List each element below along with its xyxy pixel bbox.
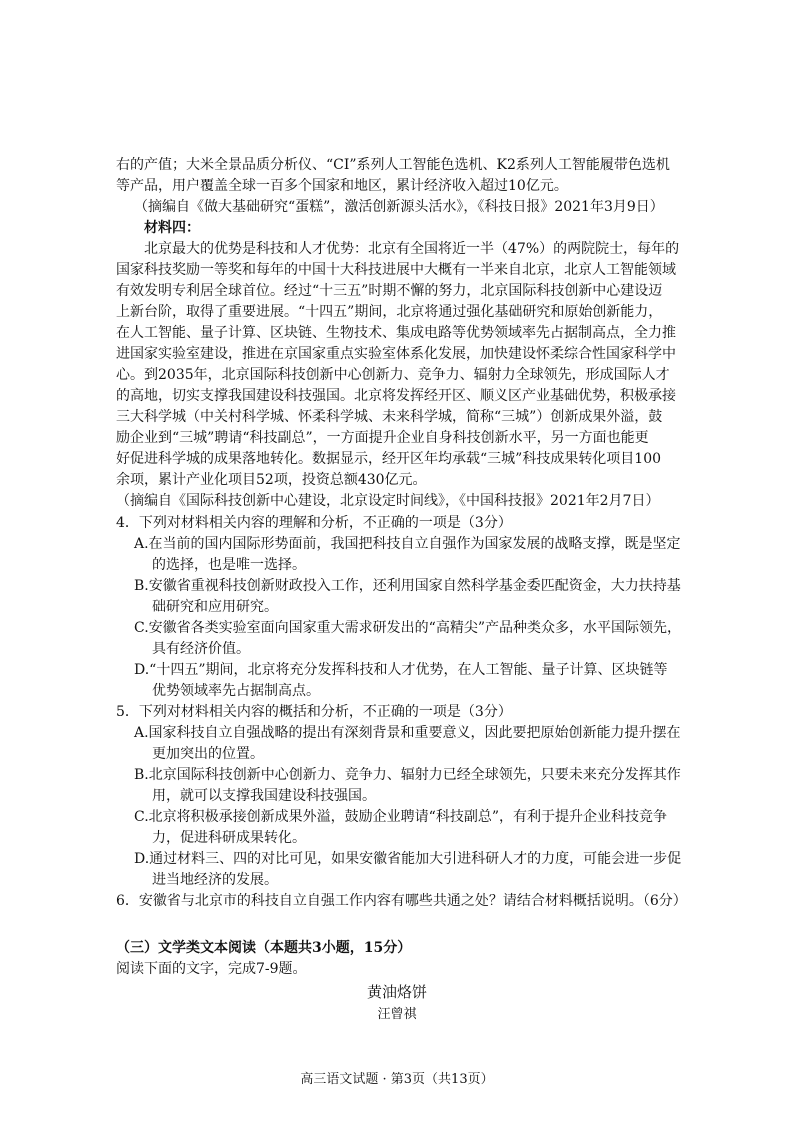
intro-line-2: 等产品，用户覆盖全球一百多个国家和地区，累计经济收入超过10亿元。 xyxy=(116,178,568,194)
q5-option-a: A.国家科技自立自强战略的提出有深刻背景和重要意义，因此要把原始创新能力提升摆在 xyxy=(134,725,681,741)
q4-option-d-cont: 优势领域率先占据制高点。 xyxy=(152,683,320,699)
material4-line: 三大科学城（中关村科学城、怀柔科学城、未来科学城，简称“三城”）创新成果外溢，鼓 xyxy=(116,409,663,425)
material4-line: 励企业到“三城”聘请“科技副总”，一方面提升企业自身科技创新水平，另一方面也能更 xyxy=(116,430,649,446)
q5-option-d: D.通过材料三、四的对比可见，如果安徽省能加大引进科研人才的力度，可能会进一步促 xyxy=(134,851,682,867)
story-title: 黄油烙饼 xyxy=(366,983,427,1001)
material4-line: 心。到2035年，北京国际科技创新中心创新力、竞争力、辐射力全球领先，形成国际人才 xyxy=(116,367,670,383)
q5-option-b-cont: 用，就可以支撑我国建设科技强国。 xyxy=(152,788,376,804)
q4-option-a: A.在当前的国内国际形势面前，我国把科技自立自强作为国家发展的战略支撑，既是坚定 xyxy=(134,536,681,552)
material4-line: 好促进科学城的成果落地转化。数据显示，经开区年均承载“三城”科技成果转化项目100 xyxy=(116,451,662,467)
material4-line: 上新台阶，取得了重要进展。“十四五”期间，北京将通过强化基础研究和原始创新能力， xyxy=(116,304,663,320)
q5-option-b: B.北京国际科技创新中心创新力、竞争力、辐射力已经全球领先，只要未来充分发挥其作 xyxy=(134,767,681,783)
material4-line: 余项，累计产业化项目52项，投资总额430亿元。 xyxy=(116,472,427,488)
material4-heading: 材料四： xyxy=(144,220,200,236)
intro-line-1: 右的产值；大米全景品质分析仪、“CI”系列人工智能色选机、K2系列人工智能履带色选机 xyxy=(116,157,670,173)
material4-line: 有效发明专利居全球首位。经过“十三五”时期不懈的努力，北京国际科技创新中心建设迈 xyxy=(116,283,663,299)
q4-option-d: D.“十四五”期间，北京将充分发挥科技和人才优势，在人工智能、量子计算、区块链等 xyxy=(134,662,668,678)
question-4-stem: 4．下列对材料相关内容的理解和分析，不正确的一项是（3分） xyxy=(116,515,512,531)
material4-line: 在人工智能、量子计算、区块链、生物技术、集成电路等优势领域率先占据制高点，全力推 xyxy=(116,325,676,341)
page-footer: 高三语文试题 · 第3页（共13页） xyxy=(300,1072,494,1087)
section-3-heading: （三）文学类文本阅读（本题共3小题，15分） xyxy=(116,940,412,956)
q4-option-b: B.安徽省重视科技创新财政投入工作，还利用国家自然科学基金委匹配资金，大力扶持基 xyxy=(134,578,681,594)
q4-option-b-cont: 础研究和应用研究。 xyxy=(152,599,278,615)
material4-line: 的高地，切实支撑我国建设科技强国。北京将发挥经开区、顺义区产业基础优势，积极承接 xyxy=(116,388,676,404)
q4-option-c-cont: 具有经济价值。 xyxy=(152,641,250,657)
material4-line: 国家科技奖励一等奖和每年的中国十大科技进展中大概有一半来自北京，北京人工智能领域 xyxy=(116,262,676,278)
q5-option-c: C.北京将积极承接创新成果外溢，鼓励企业聘请“科技副总”，有利于提升企业科技竞争 xyxy=(134,809,667,825)
q4-option-a-cont: 的选择，也是唯一选择。 xyxy=(152,557,306,573)
question-5-stem: 5．下列对材料相关内容的概括和分析，不正确的一项是（3分） xyxy=(116,704,512,720)
material4-line: 北京最大的优势是科技和人才优势：北京有全国将近一半（47%）的两院院士，每年的 xyxy=(144,241,680,257)
q5-option-c-cont: 力，促进科研成果转化。 xyxy=(152,830,306,846)
q5-option-a-cont: 更加突出的位置。 xyxy=(152,746,264,762)
material4-line: 进国家实验室建设，推进在京国家重点实验室体系化发展，加快建设怀柔综合性国家科学中 xyxy=(116,346,676,362)
material4-source: （摘编自《国际科技创新中心建设，北京设定时间线》，《中国科技报》2021年2月7日） xyxy=(116,493,660,509)
q5-option-d-cont: 进当地经济的发展。 xyxy=(152,872,278,888)
q4-option-c: C.安徽省各类实验室面向国家重大需求研发出的“高精尖”产品种类众多，水平国际领先， xyxy=(134,620,681,636)
question-6-stem: 6．安徽省与北京市的科技自立自强工作内容有哪些共通之处？请结合材料概括说明。（6分） xyxy=(116,893,687,909)
section-3-instruction: 阅读下面的文字，完成7-9题。 xyxy=(116,961,307,977)
intro-source: （摘编自《做大基础研究“蛋糕”，激活创新源头活水》，《科技日报》2021年3月9日） xyxy=(134,199,664,215)
story-author: 汪曾祺 xyxy=(377,1007,417,1022)
